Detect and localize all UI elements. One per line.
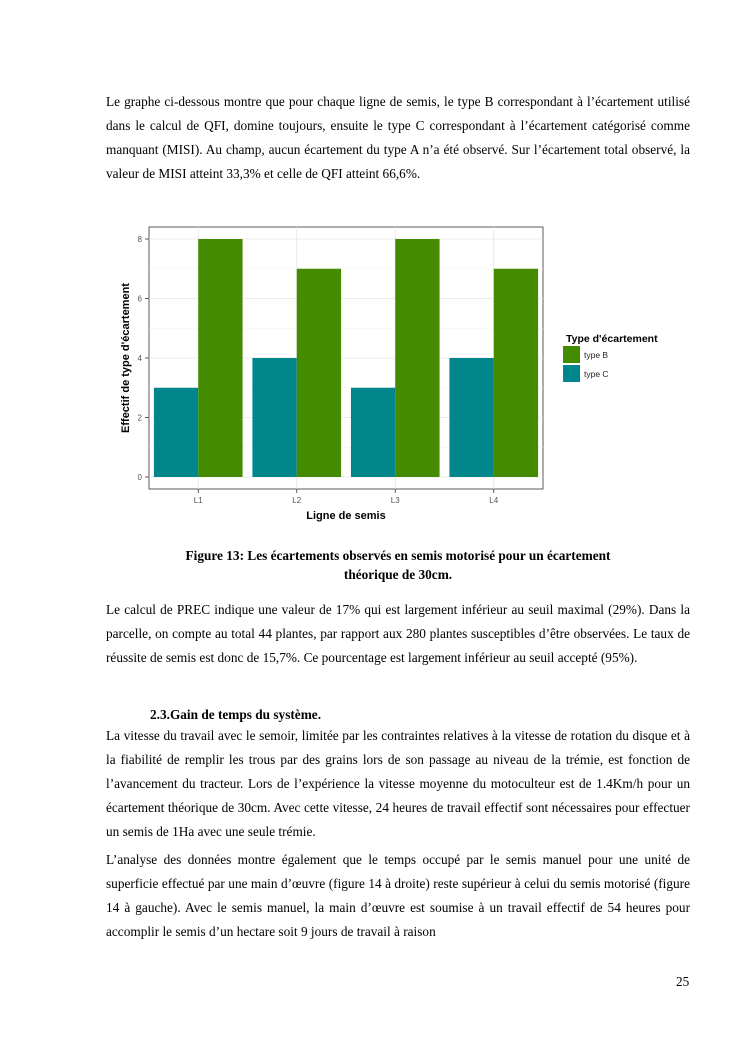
- x-tick-label: L1: [193, 496, 203, 505]
- x-tick-label: L2: [292, 496, 302, 505]
- legend-swatch-type-C: [563, 365, 580, 382]
- x-tick-label: L3: [390, 496, 400, 505]
- analysis-paragraph: L’analyse des données montre également que le temps occupé par le semis manuel pour une unité de superficie effectué par une main d’œuvre (figure 14 à droite) reste supérieur à celui du semis motorisé (figure 14 à gauche). Avec le semis manuel, la main d’œuvre est soumise à un travail effectif de 54 heures pour accomplir le semis d’un hectare soit 9 jours de travail à raison: [106, 852, 690, 939]
- bar-type-c-l4: [449, 358, 493, 477]
- speed-paragraph: La vitesse du travail avec le semoir, limitée par les contraintes relatives à la vitesse de rotation du disque et à la fiabilité de remplir les trous par des grains lors de son passage au niveau de la trémie, est fonction de l’avancement du tracteur. Lors de l’expérience la vitesse moyenne du motoculteur est de 1.4Km/h pour un écartement théorique de 30cm. Avec cette vitesse, 24 heures de travail effectif sont nécessaires pour effectuer un semis de 1Ha avec une seule trémie.: [106, 728, 690, 839]
- caption-line-2: théorique de 30cm.: [343, 567, 453, 582]
- intro-paragraph: Le graphe ci-dessous montre que pour chaque ligne de semis, le type B correspondant à l’écartement utilisé dans le calcul de QFI, domine toujours, ensuite le type C correspondant à l’écartement catégorisé comme manquant (MISI). Au champ, aucun écartement du type A n’a été observé. Sur l’écartement total observé, la valeur de MISI atteint 33,3% et celle de QFI atteint 66,6%.: [106, 94, 690, 181]
- section-heading: 2.3.Gain de temps du système.: [150, 707, 322, 722]
- legend: [563, 346, 609, 382]
- legend-title: Type d'écartement: [566, 333, 658, 345]
- bar-type-c-l1: [154, 388, 198, 477]
- bar-type-b-l3: [395, 239, 439, 477]
- bar-type-b-l1: [198, 239, 242, 477]
- prec-paragraph: Le calcul de PREC indique une valeur de 17% qui est largement inférieur au seuil maximal (29%). Dans la parcelle, on compte au total 44 plantes, par rapport aux 280 plantes susceptibles d’être observées. Le taux de réussite de semis est donc de 15,7%. Ce pourcentage est largement inférieur au seuil accepté (95%).: [106, 602, 690, 665]
- bar-type-c-l2: [252, 358, 296, 477]
- x-axis-label: Ligne de semis: [306, 510, 386, 522]
- bar-type-b-l4: [494, 269, 538, 477]
- bar-type-b-l2: [297, 269, 341, 477]
- legend-label: type B: [584, 350, 609, 360]
- x-tick-label: L4: [489, 496, 499, 505]
- caption-line-1: Figure 13: Les écartements observés en semis motorisé pour un écartement: [185, 548, 611, 563]
- legend-swatch-type-B: [563, 346, 580, 363]
- y-tick-label: 0: [137, 473, 142, 482]
- legend-label: type C: [584, 369, 609, 379]
- y-tick-label: 8: [137, 235, 142, 244]
- y-tick-label: 4: [137, 354, 142, 363]
- bar-chart: [115, 222, 685, 532]
- y-tick-label: 2: [137, 413, 142, 423]
- page-number: 25: [676, 974, 690, 989]
- y-axis-label: Effectif de type d'écartement: [120, 283, 132, 433]
- figure-caption: [106, 546, 690, 584]
- bar-type-c-l3: [351, 388, 395, 477]
- y-tick-label: 6: [137, 294, 142, 304]
